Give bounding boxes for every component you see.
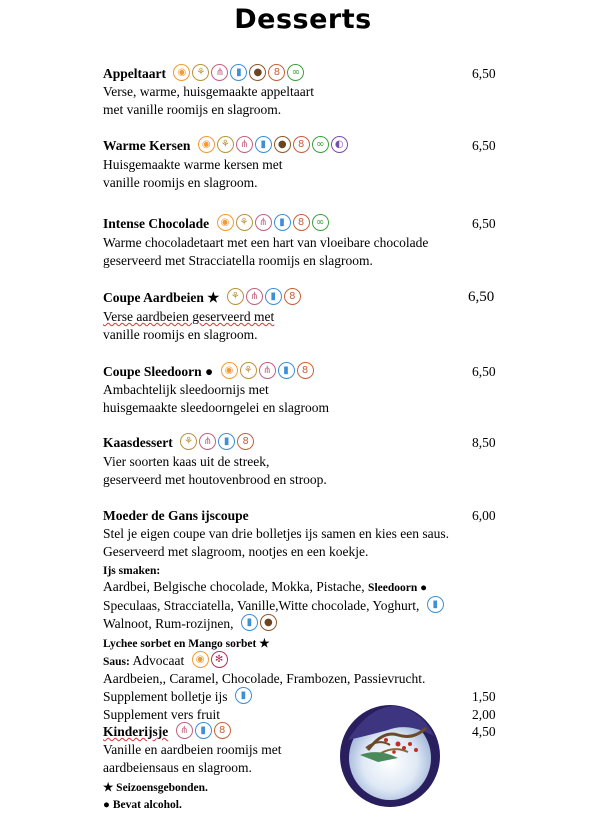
allergen-icons [235, 687, 252, 704]
peanut-icon: 8 [284, 288, 301, 305]
menu-item-appeltaart [103, 65, 304, 83]
item-price: 4,50 [472, 724, 496, 739]
gluten-icon: ⚘ [240, 362, 257, 379]
nuts-icon: ● [260, 614, 277, 631]
egg-icon: ◉ [221, 362, 238, 379]
flavours-label: Ijs smaken: [103, 565, 161, 577]
flavours-line [103, 597, 444, 615]
soy-icon: ∞ [312, 136, 329, 153]
menu-item-coupe-sleedoorn [103, 363, 314, 381]
item-price: 6,50 [472, 364, 496, 379]
egg-icon: ◉ [173, 64, 190, 81]
lactose-icon: ⋔ [211, 64, 228, 81]
flavours-text: Speculaas, Stracciatella, Vanille,Witte chocolade, Yoghurt, [103, 598, 420, 613]
lactose-icon: ⋔ [176, 722, 193, 739]
page-title: Desserts [234, 4, 372, 35]
milk-icon: ▮ [255, 136, 272, 153]
item-desc: Huisgemaakte warme kersen met [103, 157, 283, 172]
peanut-icon: 8 [293, 136, 310, 153]
sulphite-icon: ✻ [211, 651, 228, 668]
peanut-icon: 8 [268, 64, 285, 81]
winter-tree-logo [338, 700, 442, 808]
egg-icon: ◉ [192, 651, 209, 668]
item-price: 6,00 [472, 508, 496, 523]
item-desc: Ambachtelijk sleedoornijs met [103, 382, 269, 397]
lactose-icon: ⋔ [199, 433, 216, 450]
milk-icon: ▮ [274, 214, 291, 231]
supplement-label: Supplement bolletje ijs [103, 689, 228, 704]
flavours-line [103, 578, 427, 597]
milk-icon: ▮ [230, 64, 247, 81]
milk-icon: ▮ [278, 362, 295, 379]
item-price: 6,50 [472, 216, 496, 231]
item-desc-text: Verse aardbeien geserveerd met [103, 309, 275, 324]
milk-icon: ▮ [241, 614, 258, 631]
item-desc: Vier soorten kaas uit de streek, [103, 454, 270, 469]
allergen-icons [241, 614, 277, 631]
item-name: Appeltaart [103, 66, 166, 81]
menu-item-kinderijsje [103, 723, 231, 741]
item-desc: Warme chocoladetaart met een hart van vloeibare chocolade [103, 235, 429, 250]
menu-item-coupe-aardbeien [103, 289, 301, 307]
item-desc: vanille roomijs en slagroom. [103, 175, 258, 190]
egg-icon: ◉ [217, 214, 234, 231]
sauce-line [103, 652, 228, 671]
allergen-icons [217, 214, 329, 231]
lactose-icon: ⋔ [255, 214, 272, 231]
item-name: Warme Kersen [103, 138, 191, 153]
lactose-icon: ⋔ [259, 362, 276, 379]
sorbet-line: Lychee sorbet en Mango sorbet ★ [103, 638, 270, 650]
milk-icon: ▮ [265, 288, 282, 305]
menu-item-warme-kersen [103, 137, 348, 155]
milk-icon: ▮ [235, 687, 252, 704]
menu-item-moeder-de-gans [103, 507, 249, 525]
legend-seasonal: ★ Seizoensgebonden. [103, 782, 208, 794]
menu-item-intense-chocolade [103, 215, 329, 233]
gluten-icon: ⚘ [236, 214, 253, 231]
milk-icon: ▮ [427, 596, 444, 613]
supplement-ice [103, 688, 252, 706]
menu-item-kaasdessert [103, 434, 254, 452]
gluten-icon: ⚘ [217, 136, 234, 153]
allergen-icons [198, 136, 348, 153]
item-price: 6,50 [468, 289, 495, 305]
egg-icon: ◉ [198, 136, 215, 153]
item-price: 6,50 [472, 66, 496, 81]
allergen-icons [227, 288, 301, 305]
allergen-icons [192, 651, 228, 668]
gluten-icon: ⚘ [192, 64, 209, 81]
item-desc: geserveerd met houtovenbrood en stroop. [103, 472, 327, 487]
item-desc: Geserveerd met slagroom, nootjes en een koekje. [103, 544, 369, 559]
item-name: Coupe Aardbeien ★ [103, 290, 220, 305]
supplement-fruit: Supplement vers fruit [103, 707, 220, 722]
supplement-price: 1,50 [472, 689, 496, 704]
flavours-text: Walnoot, Rum-rozijnen, [103, 616, 234, 631]
flavours-line [103, 615, 277, 633]
milk-icon: ▮ [218, 433, 235, 450]
item-desc: met vanille roomijs en slagroom. [103, 102, 282, 117]
allergen-icons [427, 596, 444, 613]
item-name: Intense Chocolade [103, 216, 210, 231]
item-name: Kinderijsje [103, 724, 169, 739]
peanut-icon: 8 [293, 214, 310, 231]
shellfish-icon: ◐ [331, 136, 348, 153]
sauce-line: Aardbeien,, Caramel, Chocolade, Frambozen, Passievrucht. [103, 671, 426, 686]
milk-icon: ▮ [195, 722, 212, 739]
nuts-icon: ● [274, 136, 291, 153]
item-desc: huisgemaakte sleedoorngelei en slagroom [103, 400, 330, 415]
soy-icon: ∞ [287, 64, 304, 81]
item-price: 6,50 [472, 138, 496, 153]
flavours-text: Aardbei, Belgische chocolade, Mokka, Pistache, [103, 579, 369, 594]
supplement-price: 2,00 [472, 707, 496, 722]
allergen-icons [173, 64, 304, 81]
nuts-icon: ● [249, 64, 266, 81]
gluten-icon: ⚘ [227, 288, 244, 305]
peanut-icon: 8 [214, 722, 231, 739]
item-desc: Vanille en aardbeien roomijs met [103, 742, 282, 757]
item-name: Moeder de Gans ijscoupe [103, 508, 249, 523]
item-desc [103, 308, 274, 326]
peanut-icon: 8 [297, 362, 314, 379]
sauce-label: Saus: [103, 656, 130, 668]
sauce-text: Advocaat [129, 653, 185, 668]
item-desc: geserveerd met Stracciatella roomijs en slagroom. [103, 253, 373, 268]
item-desc: vanille roomijs en slagroom. [103, 327, 258, 342]
allergen-icons [221, 362, 314, 379]
item-price: 8,50 [472, 435, 496, 450]
lactose-icon: ⋔ [236, 136, 253, 153]
flavour-sleedoorn: Sleedoorn ● [368, 582, 428, 594]
item-name: Kaasdessert [103, 435, 173, 450]
item-desc: Stel je eigen coupe van drie bolletjes ijs samen en kies een saus. [103, 526, 450, 541]
allergen-icons [180, 433, 254, 450]
allergen-icons [176, 722, 231, 739]
gluten-icon: ⚘ [180, 433, 197, 450]
item-name: Coupe Sleedoorn ● [103, 364, 214, 379]
soy-icon: ∞ [312, 214, 329, 231]
item-desc: aardbeiensaus en slagroom. [103, 760, 252, 775]
peanut-icon: 8 [237, 433, 254, 450]
lactose-icon: ⋔ [246, 288, 263, 305]
legend-alcohol: ● Bevat alcohol. [103, 799, 182, 811]
item-desc: Verse, warme, huisgemaakte appeltaart [103, 84, 315, 99]
